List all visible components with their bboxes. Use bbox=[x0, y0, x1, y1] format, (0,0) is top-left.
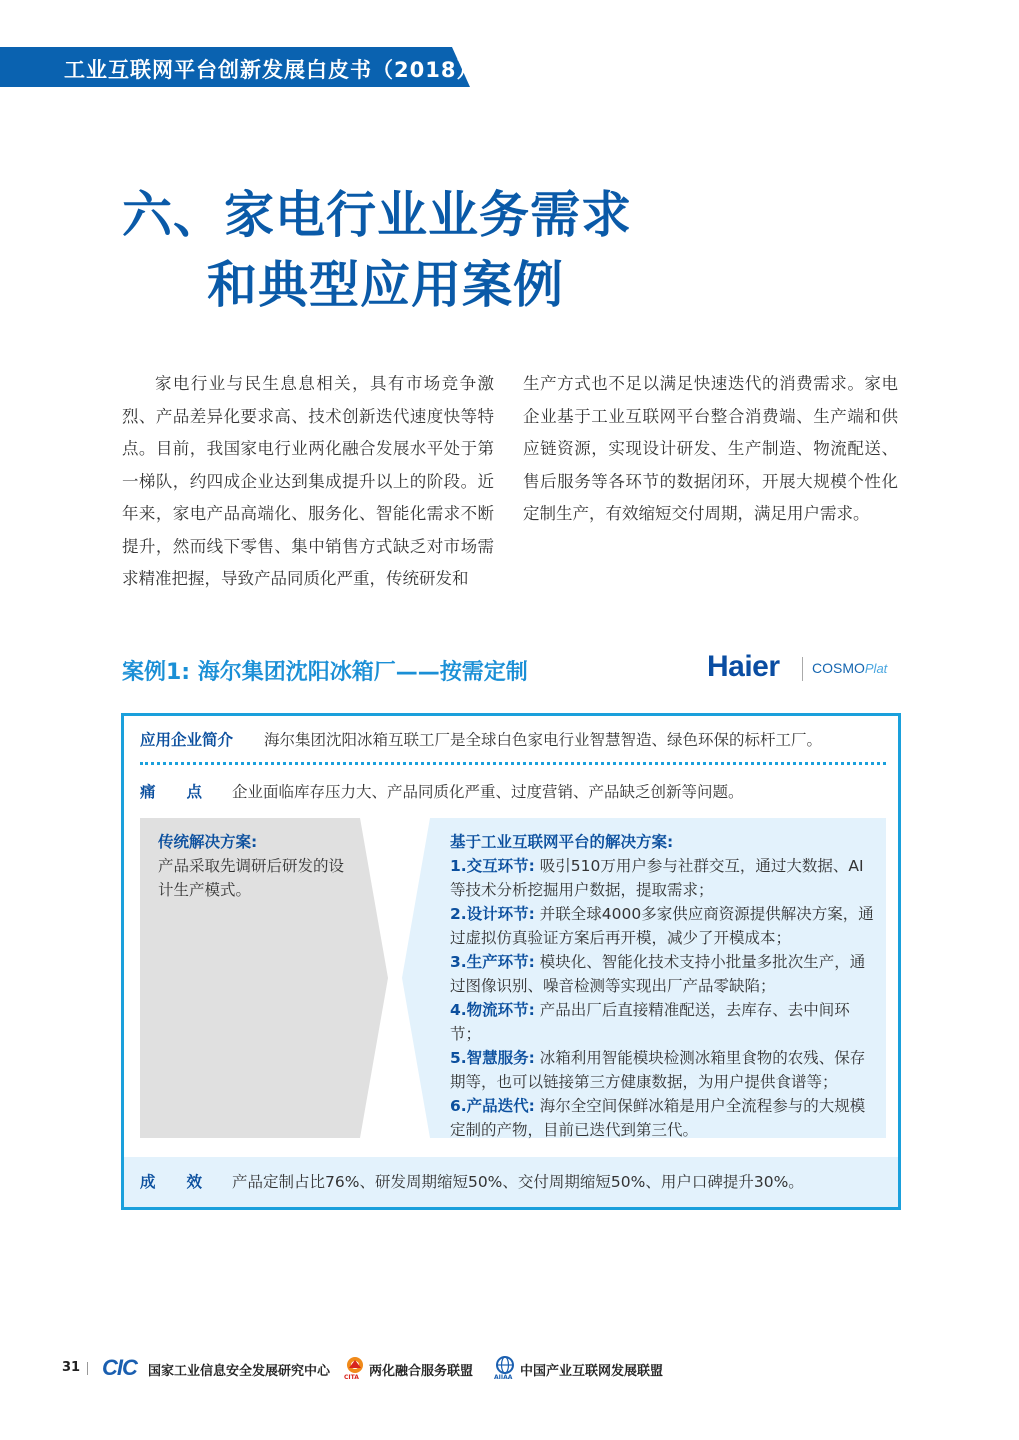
case-title: 案例1: 海尔集团沈阳冰箱厂——按需定制 bbox=[122, 660, 528, 685]
result-text: 产品定制占比76%、研发周期缩短50%、交付周期缩短50%、用户口碑提升30%。 bbox=[232, 1173, 804, 1191]
solution-item-iteration: 6.产品迭代: 海尔全空间保鲜冰箱是用户全流程参与的大规模定制的产物，目前已迭代到第三代。 bbox=[450, 1097, 866, 1139]
aiiaa-logo-icon: AIIAA bbox=[494, 1356, 516, 1382]
solution-item-interaction: 1.交互环节: 吸引510万用户参与社群交互，通过大数据、AI等技术分析挖掘用户数据，提取需求； bbox=[450, 857, 864, 899]
solution-item-logistics: 4.物流环节: 产品出厂后直接精准配送，去库存、去中间环节； bbox=[450, 1001, 850, 1043]
case-box bbox=[121, 713, 901, 1210]
org-name-cita: 两化融合服务联盟 bbox=[369, 1364, 474, 1379]
intro-paragraph-col1: 家电行业与民生息息相关，具有市场竞争激烈、产品差异化要求高、技术创新迭代速度快等特点。目前，我国家电行业两化融合发展水平处于第一梯队，约四成企业达到集成提升以上的阶段。近年来，家电产品高端化、服务化、智能化需求不断提升，然而线下零售、集中销售方式缺乏对市场需求精准把握，导致产品同质化严重，传统研发和 bbox=[122, 374, 494, 588]
pain-label: 痛 点 bbox=[140, 783, 203, 801]
intro-text: 海尔集团沈阳冰箱互联工厂是全球白色家电行业智慧智造、绿色环保的标杆工厂。 bbox=[264, 731, 823, 749]
cosmoplat-logo-plat: Plat bbox=[864, 661, 888, 676]
footer bbox=[0, 1356, 1019, 1386]
org-name-cic: 国家工业信息安全发展研究中心 bbox=[148, 1364, 331, 1379]
footer-divider bbox=[87, 1362, 88, 1375]
pain-text: 企业面临库存压力大、产品同质化严重、过度营销、产品缺乏创新等问题。 bbox=[232, 783, 744, 801]
cic-logo: CIC bbox=[102, 1355, 137, 1380]
platform-solution-panel bbox=[402, 818, 886, 1138]
haier-logo: Haier bbox=[707, 650, 780, 683]
org-name-aiiaa: 中国产业互联网发展联盟 bbox=[520, 1364, 664, 1379]
intro-label: 应用企业简介 bbox=[140, 731, 234, 749]
logo-divider bbox=[802, 657, 803, 681]
cosmoplat-logo-cosmo: COSMO bbox=[812, 660, 865, 676]
intro-paragraph-col2: 生产方式也不足以满足快速迭代的消费需求。家电企业基于工业互联网平台整合消费端、生产端和供应链资源，实现设计研发、生产制造、物流配送、售后服务等各环节的数据闭环，开展大规模个性化定制生产，有效缩短交付周期，满足用户需求。 bbox=[523, 374, 898, 523]
chapter-title bbox=[122, 180, 632, 320]
solution-item-design: 2.设计环节: 并联全球4000多家供应商资源提供解决方案，通过虚拟仿真验证方案后再开模，减少了开模成本； bbox=[450, 905, 874, 947]
platform-solution-heading: 基于工业互联网平台的解决方案: bbox=[450, 833, 674, 851]
traditional-solution-panel bbox=[140, 818, 388, 1138]
page-number: 31 bbox=[62, 1360, 81, 1375]
result-label: 成 效 bbox=[140, 1173, 203, 1191]
chapter-title-line1: 六、家电行业业务需求 bbox=[122, 186, 632, 244]
chapter-title-line2: 和典型应用案例 bbox=[207, 256, 564, 314]
dotted-divider bbox=[140, 762, 886, 765]
cita-logo-icon: CITA bbox=[344, 1356, 366, 1382]
document-title: 工业互联网平台创新发展白皮书（2018） bbox=[64, 58, 479, 82]
cosmoplat-logo bbox=[812, 660, 887, 676]
solution-item-production: 3.生产环节: 模块化、智能化技术支持小批量多批次生产，通过图像识别、噪音检测等实现出厂产品零缺陷； bbox=[450, 953, 866, 995]
solution-item-smart-service: 5.智慧服务: 冰箱利用智能模块检测冰箱里食物的农残、保存期等，也可以链接第三方健康数据，为用户提供食谱等； bbox=[450, 1049, 866, 1091]
traditional-solution-text: 产品采取先调研后研发的设计生产模式。 bbox=[158, 857, 345, 899]
result-row bbox=[124, 1157, 898, 1207]
traditional-solution-heading: 传统解决方案: bbox=[158, 833, 258, 851]
header-bar bbox=[0, 47, 479, 87]
